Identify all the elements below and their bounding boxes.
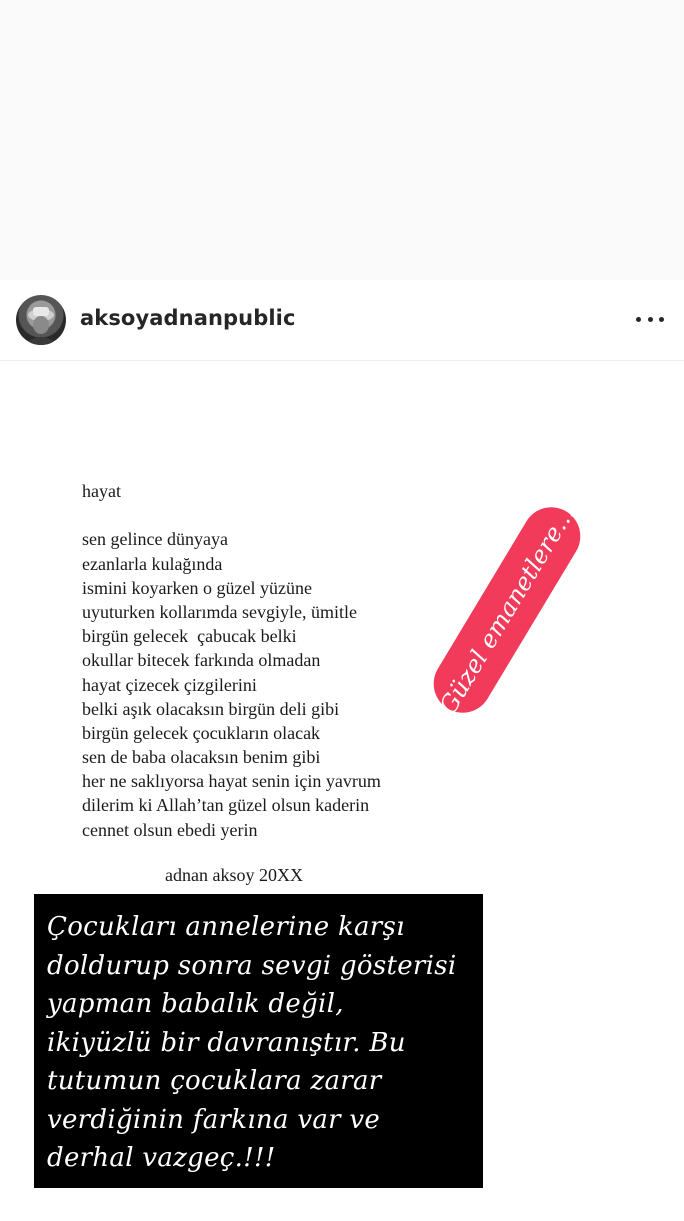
poem-line: sen de baba olacaksın benim gibi [82, 747, 321, 768]
poem-line: hayat çizecek çizgilerini [82, 674, 257, 695]
sticker-label [423, 496, 591, 723]
poem-line: okullar bitecek farkında olmadan [82, 650, 321, 671]
sticker-text: Güzel emanetlere... [433, 500, 581, 720]
caption-line: Çocukları annelerine karşı [47, 912, 405, 942]
poem-line: her ne saklıyorsa hayat senin için yavrum [82, 771, 381, 792]
poem-line: sen gelince dünyaya [82, 529, 228, 550]
post-image[interactable] [0, 361, 684, 1221]
caption-line: verdiğinin farkına var ve [47, 1104, 381, 1135]
poem-signature: adnan aksoy 20XX [165, 865, 303, 885]
poem [82, 479, 381, 842]
caption-line: yapman babalık değil, [47, 989, 344, 1019]
dot-icon [636, 317, 641, 322]
caption-box [34, 894, 483, 1188]
avatar-photo-icon [16, 295, 66, 345]
avatar[interactable] [16, 295, 66, 345]
poem-line: birgün gelecek çocukların olacak [82, 722, 321, 743]
post-header [0, 280, 684, 361]
dot-icon [659, 317, 664, 322]
more-options-icon[interactable] [636, 308, 664, 330]
poem-line: dilerim ki Allah’tan güzel olsun kaderin [82, 795, 370, 816]
poem-spacer [82, 503, 381, 527]
poem-title: hayat [82, 481, 121, 501]
username[interactable]: aksoyadnanpublic [80, 306, 296, 330]
dot-icon [648, 317, 653, 322]
poem-line: uyuturken kollarımda sevgiyle, ümitle [82, 601, 357, 622]
poem-line: belki aşık olacaksın birgün deli gibi [82, 698, 340, 719]
top-blank-area [0, 0, 684, 280]
poem-line: birgün gelecek çabucak belki [82, 626, 297, 647]
caption-line: ikiyüzlü bir davranıştır. Bu [47, 1027, 406, 1058]
caption-line: doldurup sonra sevgi gösterisi [47, 950, 457, 981]
caption-line: tutumun çocuklara zarar [47, 1066, 382, 1096]
caption-line: derhal vazgeç.!!! [47, 1143, 276, 1173]
poem-line: ismini koyarken o güzel yüzüne [82, 577, 312, 598]
poem-line: ezanlarla kulağında [82, 553, 223, 574]
poem-line: cennet olsun ebedi yerin [82, 819, 258, 840]
caption-text [47, 908, 477, 1178]
